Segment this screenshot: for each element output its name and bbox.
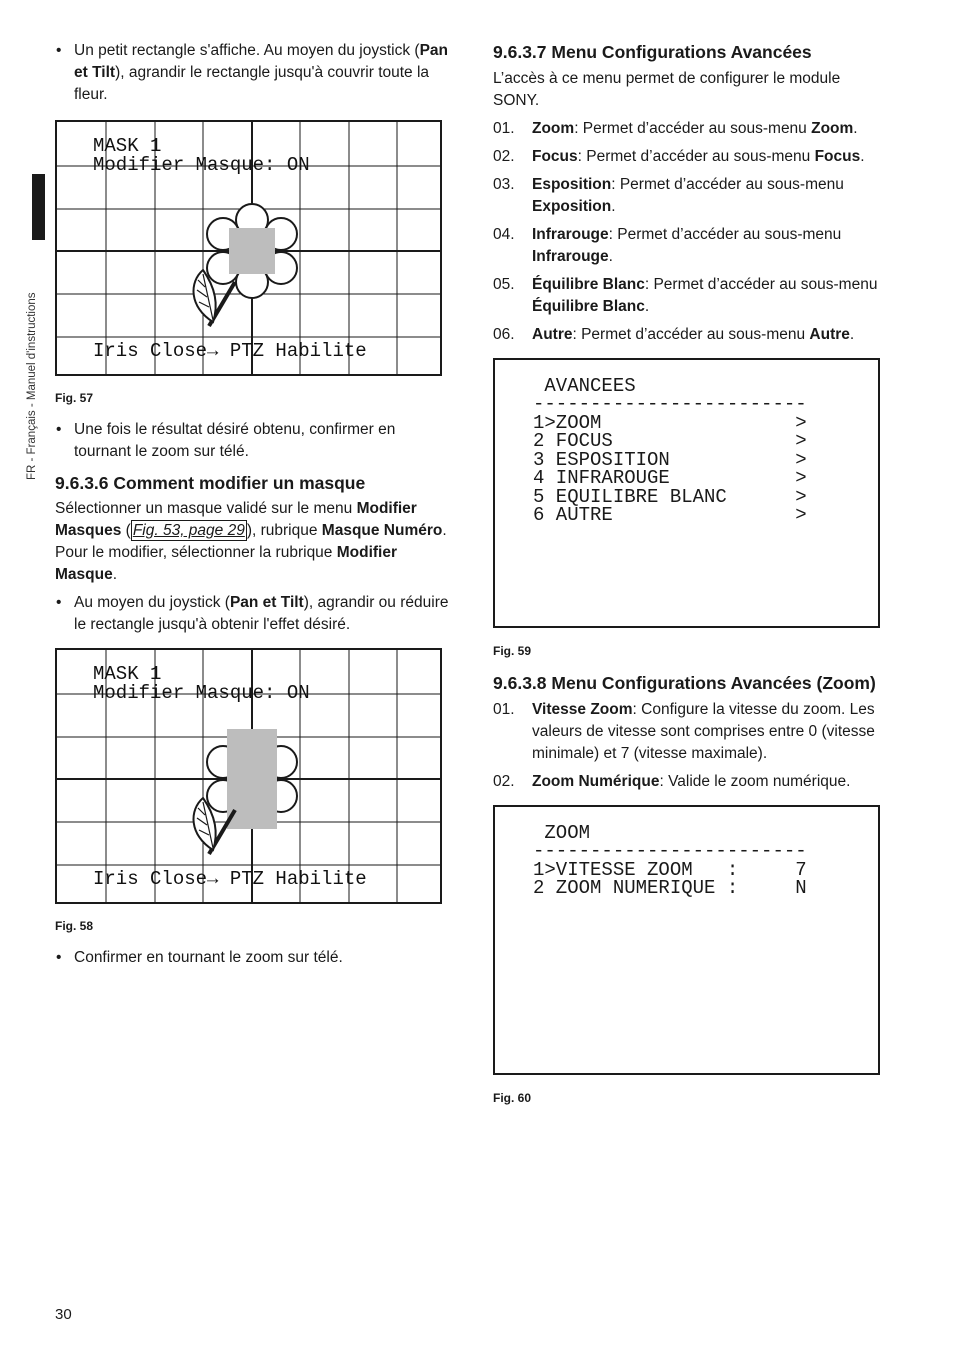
- bullet-rectangle: • Un petit rectangle s'affiche. Au moyen du joystick (Pan et Tilt), agrandir le rectangle jusqu'à couvrir toute la fleur.: [55, 40, 455, 106]
- menu-item-infrarouge: 4 INFRAROUGE >: [533, 467, 807, 489]
- figure-58-screen: [55, 648, 442, 904]
- menu-item-vitesse-zoom: 1>VITESSE ZOOM : 7: [533, 859, 807, 881]
- sidebar-tab-marker: [32, 174, 45, 240]
- list-item: 01. Zoom: Permet d’accéder au sous-menu Zoom.: [493, 120, 858, 137]
- menu-item-zoom-numerique: 2 ZOOM NUMERIQUE : N: [533, 877, 807, 899]
- bullet-resize-rectangle: • Au moyen du joystick (Pan et Tilt), agrandir ou réduire le rectangle jusqu'à obtenir l'effet désiré.: [55, 592, 455, 636]
- section-9-6-3-8-title: 9.6.3.8 Menu Configurations Avancées (Zoom): [493, 673, 876, 693]
- page-number: 30: [55, 1306, 72, 1323]
- menu-title: ZOOM: [533, 822, 591, 844]
- right-column: [493, 40, 888, 1105]
- menu-item-equilibre-blanc: 5 EQUILIBRE BLANC >: [533, 486, 807, 508]
- left-column: [55, 40, 455, 969]
- list-item: 03. Esposition: Permet d’accéder au sous-menu Exposition.: [493, 176, 844, 215]
- sidebar-label: FR - Français - Manuel d'instructions: [26, 292, 38, 480]
- figure-60-caption: Fig. 60: [493, 1091, 532, 1105]
- bullet-confirm-zoom-2: • Confirmer en tournant le zoom sur télé.: [55, 947, 455, 969]
- section-9-6-3-6-title: 9.6.3.6 Comment modifier un masque: [55, 473, 366, 493]
- figure-59-menu-screen: [493, 358, 880, 628]
- menu-item-focus: 2 FOCUS >: [533, 430, 807, 452]
- mask-number-text: MASK 1: [93, 663, 162, 685]
- list-item: 02. Focus: Permet d’accéder au sous-menu Focus.: [493, 148, 865, 165]
- menu-item-autre: 6 AUTRE >: [533, 504, 807, 526]
- iris-ptz-status-text: Iris Close→ PTZ Habilite: [93, 340, 367, 362]
- menu-title: AVANCEES: [533, 375, 636, 397]
- section-9-6-3-7-intro: L’accès à ce menu permet de configurer le module SONY.: [493, 70, 841, 109]
- mask-number-text: MASK 1: [93, 135, 162, 157]
- figure-59-caption: Fig. 59: [493, 644, 532, 658]
- list-item: 02. Zoom Numérique: Valide le zoom numérique.: [493, 773, 851, 790]
- figure-60-menu-screen: [493, 805, 880, 1075]
- bullet-confirm-zoom: • Une fois le résultat désiré obtenu, confirmer en tournant le zoom sur télé.: [55, 419, 455, 463]
- list-item: 05. Équilibre Blanc: Permet d’accéder au sous-menu Équilibre Blanc.: [493, 276, 878, 315]
- list-item: 06. Autre: Permet d’accéder au sous-menu Autre.: [493, 326, 855, 343]
- figure-57-caption: Fig. 57: [55, 391, 94, 405]
- figure-53-link[interactable]: Fig. 53, page 29: [132, 522, 245, 539]
- modify-mask-text: Modifier Masque: ON: [93, 154, 310, 176]
- modify-mask-text: Modifier Masque: ON: [93, 682, 310, 704]
- iris-ptz-status-text: Iris Close→ PTZ Habilite: [93, 868, 367, 890]
- menu-item-zoom: 1>ZOOM >: [533, 412, 807, 434]
- section-9-6-3-7-title: 9.6.3.7 Menu Configurations Avancées: [493, 42, 812, 62]
- figure-57-screen: [55, 120, 442, 376]
- menu-separator: ------------------------: [533, 393, 807, 415]
- list-item: 01. Vitesse Zoom: Configure la vitesse du zoom. Les valeurs de vitesse sont comprises entre 0 (vitesse minimale) et 7 (vitesse maximale).: [493, 701, 875, 762]
- list-item: 04. Infrarouge: Permet d’accéder au sous-menu Infrarouge.: [493, 226, 842, 265]
- menu-separator: ------------------------: [533, 840, 807, 862]
- figure-58-caption: Fig. 58: [55, 919, 94, 933]
- section-9-6-3-6-body: Sélectionner un masque validé sur le menu Modifier Masques ( Fig. 53, page 29 ), rubrique Masque Numéro. Pour le modifier, sélectionner la rubrique Modifier Masque.: [55, 500, 447, 583]
- menu-item-esposition: 3 ESPOSITION >: [533, 449, 807, 471]
